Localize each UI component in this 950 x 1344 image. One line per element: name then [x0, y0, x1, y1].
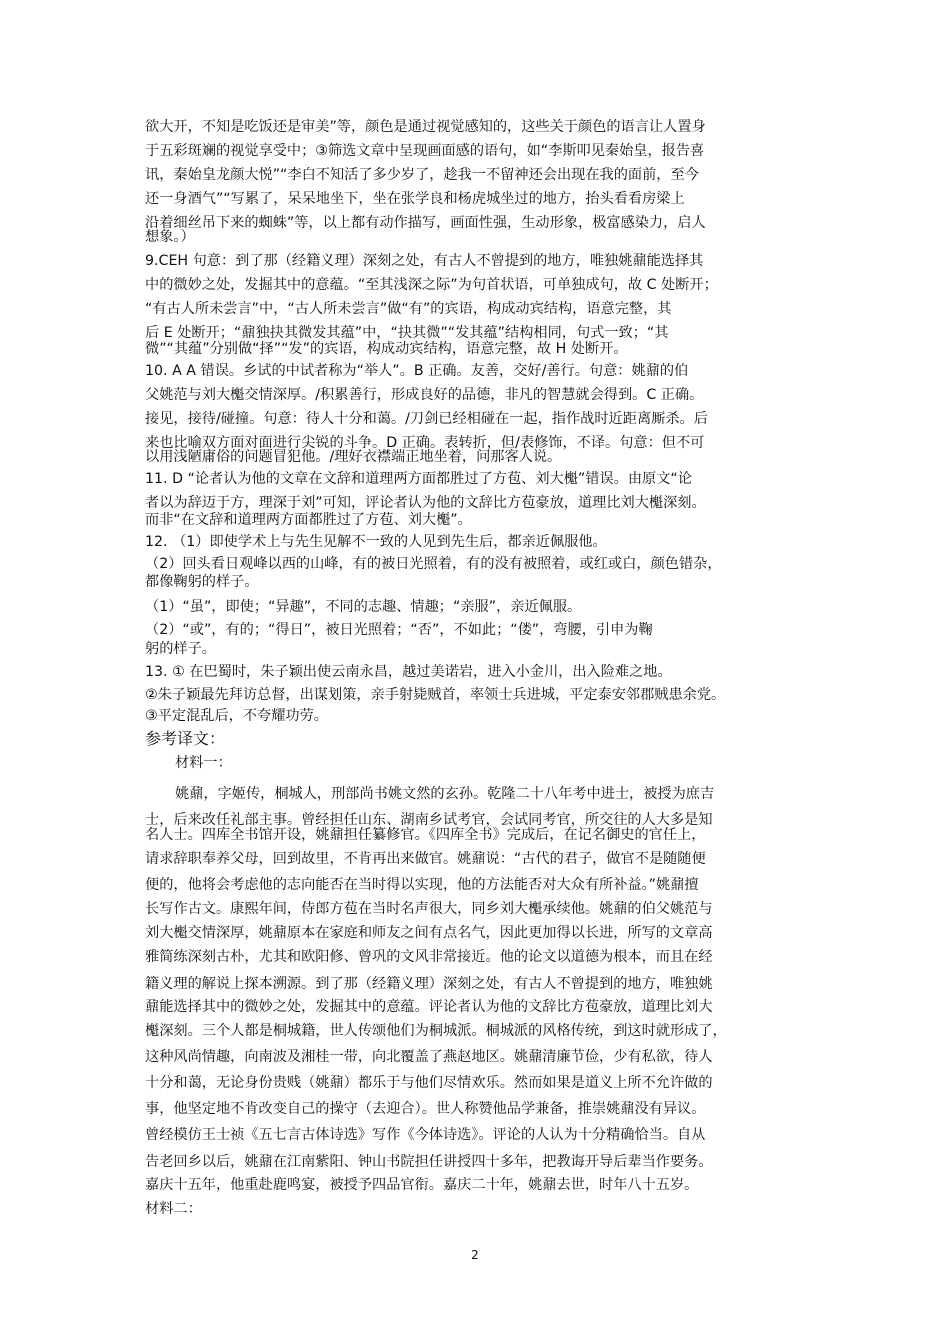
answer-11-line: 11. D “论者认为他的文章在文辞和道理两方面都胜过了方苞、刘大櫆”错误。由原文“论	[145, 471, 692, 487]
section-heading: 参考译文：	[145, 729, 226, 748]
text-line: 刘大櫆交情深厚，姚鼐原本在家庭和师友之间有点名气，因此更加得以长进，所写的文章高	[145, 925, 713, 941]
text-line: （1）“虽”，即使；“异趣”，不同的志趣、情趣；“亲服”，亲近佩服。	[145, 599, 582, 615]
text-line: 以用浅陋庸俗的问题冒犯他。/理好衣襟端正地坐着，问那客人说。	[145, 449, 562, 465]
text-line: 便的，他将会考虑他的志向能否在当时得以实现，他的方法能否对大众有所补益。”姚鼐擅	[145, 877, 699, 893]
text-line: 告老回乡以后，姚鼐在江南紫阳、钟山书院担任讲授四十多年，把教诲开导后辈当作要务。	[145, 1154, 713, 1170]
text-line: 十分和蔼，无论身份贵贱（姚鼐）都乐于与他们尽情欢乐。然而如果是道义上所不允许做的	[145, 1075, 713, 1091]
text-line: 鼐能选择其中的微妙之处，发掘其中的意蕴。评论者认为他的文辞比方苞豪放，道理比刘大	[145, 999, 713, 1015]
text-line: 长写作古文。康熙年间，侍郎方苞在当时名声很大，同乡刘大櫆承续他。姚鼐的伯父姚范与	[145, 901, 713, 917]
text-line: 雅简练深刻古朴，尤其和欧阳修、曾巩的文风非常接近。他的论文以道德为根本，而且在经	[145, 949, 713, 965]
text-line: 籍义理的解说上探本溯源。到了那（经籍义理）深刻之处，有古人不曾提到的地方，唯独姚	[145, 976, 713, 992]
text-line: 于五彩斑斓的视觉享受中；③筛选文章中呈现画面感的语句，如“李斯叩见秦始皇，报告喜	[145, 143, 705, 159]
text-line: 讯，秦始皇龙颜大悦”“李白不知活了多少岁了，趁我一不留神还会出现在我的面前，至今	[145, 167, 699, 183]
text-line: 者以为辞迈于方，理深于刘”可知，评论者认为他的文辞比方苞豪放，道理比刘大櫆深刻。	[145, 495, 706, 511]
text-line: 沿着细丝吊下来的蜘蛛”等，以上都有动作描写，画面性强，生动形象，极富感染力，启人	[145, 215, 706, 231]
text-line: 曾经模仿王士祯《五七言古体诗选》写作《今体诗选》。评论的人认为十分精确恰当。自从	[145, 1127, 706, 1143]
text-line: 事，他坚定地不肯改变自己的操守（去迎合）。世人称赞他品学兼备，推崇姚鼐没有异议。	[145, 1101, 706, 1117]
text-line: 而非“在文辞和道理两方面都胜过了方苞、刘大櫆”。	[145, 512, 472, 528]
text-line: ③平定混乱后，不夸耀功劳。	[145, 708, 328, 724]
text-line: 名人士。四库全书馆开设，姚鼐担任纂修官。《四库全书》完成后，在记名御史的官任上，	[145, 827, 706, 843]
text-line: 来也比喻双方面对面进行尖锐的斗争。D 正确。表转折，但/表修饰，不译。句意：但不可	[145, 435, 705, 451]
text-line: 躬的样子。	[145, 641, 216, 657]
text-line: 嘉庆十五年，他重赴鹿鸣宴，被授予四品官衔。嘉庆二十年，姚鼐去世，时年八十五岁。	[145, 1177, 699, 1193]
text-line: “有古人所未尝言”中，“古人所未尝言”做“有”的宾语，构成动宾结构，语意完整，其	[145, 301, 672, 317]
answer-9-line: 9.CEH 句意：到了那（经籍义理）深刻之处，有古人不曾提到的地方，唯独姚鼐能选择其	[145, 253, 704, 269]
text-line: （2）“或”，有的；“得日”，被日光照着；“否”，不如此；“偻”，弯腰，引申为鞠	[145, 622, 653, 638]
answer-10-line: 10. A A 错误。乡试的中试者称为“举人”。B 正确。友善，交好/善行。句意：姚鼐的伯	[145, 363, 689, 379]
text-line: （2）回头看日观峰以西的山峰，有的被日光照着，有的没有被照着，或红或白，颜色错杂，	[145, 556, 722, 572]
answer-13-line: 13. ① 在巴蜀时，朱子颖出使云南永昌，越过美诺岩，进入小金川，出入险难之地。	[145, 664, 672, 680]
answer-12-line: 12. （1）即使学术上与先生见解不一致的人见到先生后，都亲近佩服他。	[145, 534, 607, 550]
text-line: 父姚范与刘大櫆交情深厚。/积累善行，形成良好的品德，非凡的智慧就会得到。C 正确。	[145, 387, 704, 403]
text-line: 请求辞职奉养父母，回到故里，不肯再出来做官。姚鼐说：“古代的君子，做官不是随随便	[145, 851, 706, 867]
text-line: 中的微妙之处，发掘其中的意蕴。“至其浅深之际”为句首状语，可单独成句，故 C 处断开；	[145, 277, 718, 293]
text-line: 士，后来改任礼部主事。曾经担任山东、湖南乡试考官，会试同考官，所交往的人大多是知	[145, 812, 713, 828]
text-line: 后 E 处断开；“鼐独抉其微发其蕴”中，“抉其微”“发其蕴”结构相同，句式一致；“其	[145, 325, 669, 341]
subsection-heading: 材料一：	[175, 755, 232, 771]
text-line: 还一身酒气”“写累了，呆呆地坐下，坐在张学良和杨虎城坐过的地方，抬头看看房梁上	[145, 191, 685, 207]
text-line: 櫆深刻。三个人都是桐城籍，世人传颂他们为桐城派。桐城派的风格传统，到这时就形成了，	[145, 1023, 727, 1039]
page-number: 2	[471, 1248, 479, 1262]
text-line: 姚鼐，字姬传，桐城人，刑部尚书姚文然的玄孙。乾隆二十八年考中进士，被授为庶吉	[175, 786, 715, 802]
text-line: ②朱子颖最先拜访总督，出谋划策，亲手射毙贼首，率领士兵进城，平定泰安邻郡贼患余党。	[145, 687, 726, 703]
text-line: 欲大开，不知是吃饭还是审美”等，颜色是通过视觉感知的，这些关于颜色的语言让人置身	[145, 119, 706, 135]
text-line: 这种风尚情趣，向南波及湘桂一带，向北覆盖了燕赵地区。姚鼐清廉节俭，少有私欲，待人	[145, 1049, 713, 1065]
text-line: 微”“其蕴”分别做“择”“发”的宾语，构成动宾结构，语意完整，故 H 处断开。	[145, 341, 628, 357]
text-line: 接见，接待/碰撞。句意：待人十分和蔼。/刀剑已经相碰在一起，指作战时近距离厮杀。后	[145, 411, 708, 427]
text-line: 材料二：	[145, 1201, 202, 1217]
text-line: 都像鞠躬的样子。	[145, 574, 259, 590]
text-line: 想象。）	[145, 229, 195, 245]
